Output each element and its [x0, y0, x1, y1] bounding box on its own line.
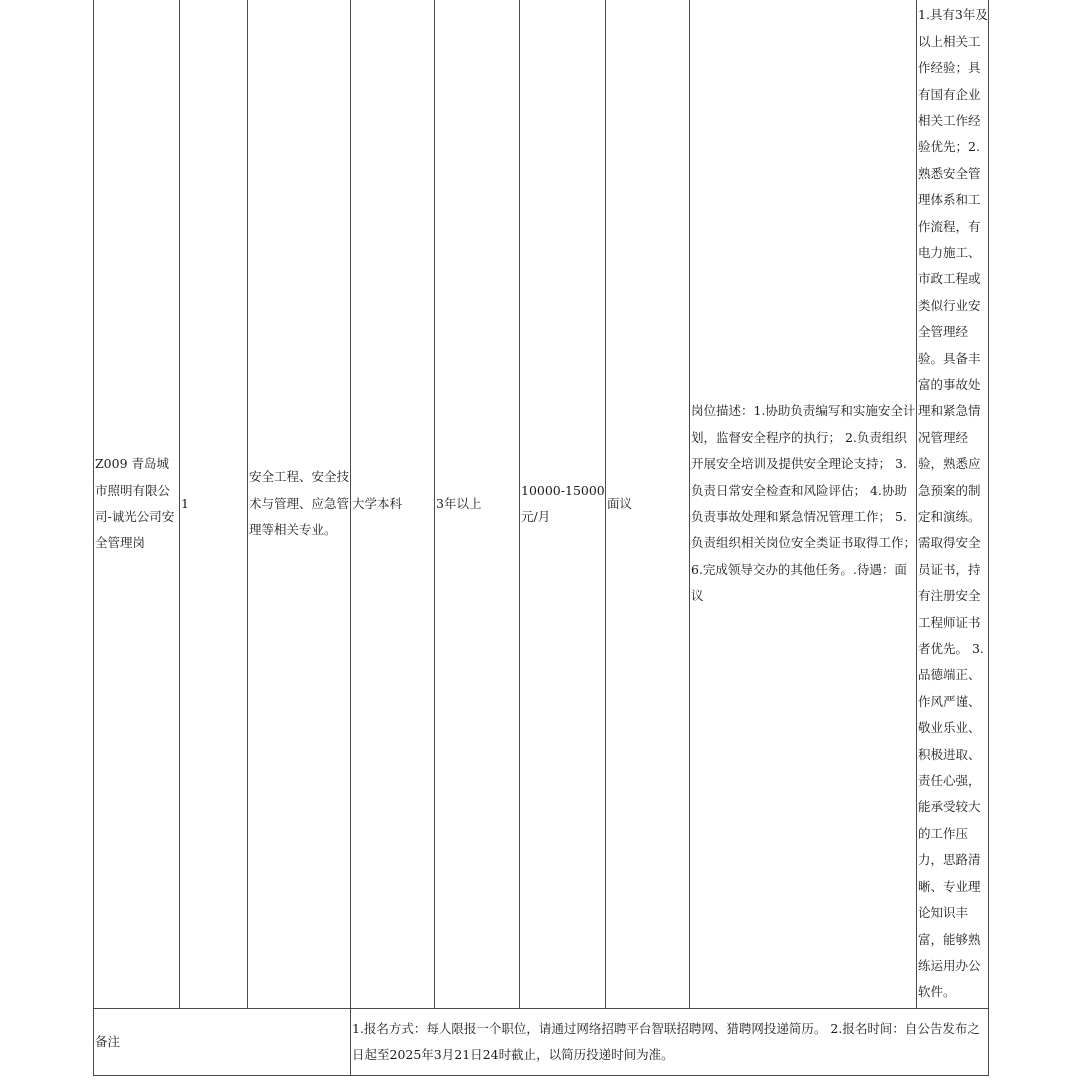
headcount-cell: 1 [180, 0, 248, 1009]
benefits-cell: 面议 [606, 0, 690, 1009]
requirements-text: 1.具有3年及以上相关工作经验；具有国有企业相关工作经验优先；2.熟悉安全管理体系和工作流程，有电力施工、市政工程或类似行业安全管理经验。具备丰富的事故处理和紧急情况管理经验，熟悉应急预案的制定和演练。需取得安全员证书，持有注册安全工程师证书者优先。 3.品德端正、作风严谨、敬业乐业、积极进取、责任心强，能承受较大的工作压力，思路清晰、专业理论知识丰富，能够熟练运用办公软件。 [918, 7, 988, 1000]
notes-row [94, 1009, 989, 1076]
position-cell: Z009 青岛城市照明有限公司-诚光公司安全管理岗 [94, 0, 180, 1009]
job-row [94, 0, 989, 1009]
education-cell: 大学本科 [351, 0, 435, 1009]
experience-cell: 3年以上 [435, 0, 520, 1009]
description-cell: 岗位描述：1.协助负责编写和实施安全计划，监督安全程序的执行； 2.负责组织开展安全培训及提供安全理论支持； 3.负责日常安全检查和风险评估； 4.协助负责事故处理和紧急情况管理工作； 5.负责组织相关岗位安全类证书取得工作； 6.完成领导交办的其他任务。.待遇：面议 [690, 0, 917, 1009]
notes-text: 1.报名方式：每人限报一个职位，请通过网络招聘平台智联招聘网、猎聘网投递简历。 2.报名时间：自公告发布之日起至2025年3月21日24时截止，以简历投递时间为准。 [351, 1009, 989, 1076]
notes-label: 备注 [94, 1009, 351, 1076]
salary-cell: 10000-15000元/月 [520, 0, 606, 1009]
major-cell: 安全工程、安全技术与管理、应急管理等相关专业。 [248, 0, 351, 1009]
job-table [93, 0, 989, 1076]
requirements-cell [917, 0, 989, 1009]
